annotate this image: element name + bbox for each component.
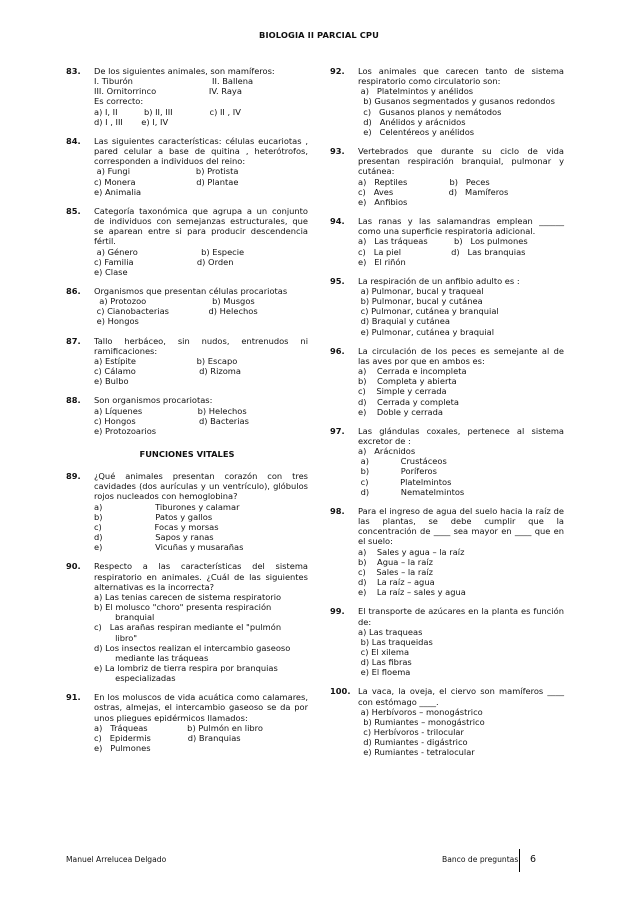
question-stem: Organismos que presentan células procariotas	[94, 285, 288, 296]
question-number: 93.	[330, 146, 345, 157]
answer-option: e) Pulmonar, cutánea y braquial	[358, 326, 494, 337]
answer-option: c) Pulmonar, cutánea y branquial	[358, 306, 499, 317]
answer-option: a) Arácnidos	[358, 446, 416, 457]
answer-option: c) Gusanos planos y nemátodos	[358, 106, 502, 117]
answer-option: a) Las traqueas	[358, 626, 423, 637]
answer-option: e) Celentéreos y anélidos	[358, 126, 475, 137]
footer-author: Manuel Arrelucea Delgado	[66, 855, 167, 864]
question-85	[66, 206, 308, 277]
question-stem: Las siguientes características: células eucariotas , pared celular a base de quitina , heterótrofos, corresponden a individuos del reino:	[94, 135, 308, 167]
answer-option: libro"	[94, 632, 138, 643]
question-stem: La vaca, la oveja, el ciervo son mamíferos ____ con estómago ____.	[358, 686, 564, 707]
answer-option: e) El floema	[358, 667, 411, 678]
answer-option: b) Agua – la raíz	[358, 556, 433, 567]
question-95	[330, 276, 564, 337]
question-number: 92.	[330, 66, 345, 76]
question-stem: Categoría taxonómica que agrupa a un conjunto de individuos con semejanzas estructurales, que se aparean entre si para producir descendencia fértil.	[94, 205, 308, 247]
answer-option: b) Gusanos segmentados y gusanos redondos	[358, 96, 555, 107]
answer-option: c) Platelmintos	[358, 476, 452, 487]
question-number: 90.	[66, 561, 81, 572]
answer-options	[358, 236, 564, 266]
question-84	[66, 136, 308, 197]
question-number: 89.	[66, 471, 81, 482]
answer-option: a) Reptiles b) Peces	[358, 176, 490, 187]
answer-option: d) Nematelmintos	[358, 486, 465, 497]
footer-divider	[519, 849, 520, 872]
answer-option: c) Las arañas respiran mediante el "pulmón	[94, 622, 282, 633]
answer-option: d) Las fibras	[358, 657, 412, 668]
question-number: 98.	[330, 505, 345, 516]
answer-options	[358, 707, 564, 758]
answer-option: e) Hongos	[94, 316, 139, 327]
answer-options	[94, 296, 308, 326]
answer-option: a) Crustáceos	[358, 456, 447, 467]
answer-option: a) Las tenias carecen de sistema respiratorio	[94, 591, 282, 602]
section-title: FUNCIONES VITALES	[139, 449, 235, 459]
question-94	[330, 216, 564, 267]
answer-options	[358, 86, 564, 137]
question-number: 87.	[66, 335, 81, 346]
question-number: 86.	[66, 285, 81, 296]
answer-option: a) Protozoo b) Musgos	[94, 296, 255, 307]
question-number: 97.	[330, 425, 345, 436]
answer-option: e) Bulbo	[94, 376, 129, 387]
question-88	[66, 395, 308, 436]
answer-option: especializadas	[94, 673, 176, 684]
answer-option: c) El xilema	[358, 646, 410, 657]
answer-options	[358, 177, 564, 207]
answer-options	[94, 356, 308, 386]
answer-option: III. Ornitorrinco IV. Raya	[94, 86, 242, 97]
answer-option: d) I , III e) I, IV	[94, 116, 169, 127]
answer-option: a) Tráqueas b) Pulmón en libro	[94, 722, 263, 733]
question-stem: La circulación de los peces es semejante al de las aves por que en ambos es:	[358, 345, 564, 366]
answer-option: c) Cálamo d) Rizoma	[94, 366, 241, 377]
answer-options	[358, 547, 564, 598]
answer-option: e) El riñón	[358, 256, 406, 267]
answer-option: b) Poríferos	[358, 466, 437, 477]
answer-options	[94, 166, 308, 196]
answer-option: c) La piel d) Las branquias	[358, 246, 526, 257]
answer-option: d) Rumiantes - digástrico	[358, 737, 468, 748]
answer-option: c) Monera d) Plantae	[94, 176, 239, 187]
answer-option: a) Sales y agua – la raíz	[358, 546, 465, 557]
answer-options	[94, 592, 308, 683]
question-86	[66, 286, 308, 327]
question-number: 85.	[66, 205, 81, 216]
answer-option: mediante las tráqueas	[94, 652, 209, 663]
question-stem: Tallo herbáceo, sin nudos, entrenudos ni ramificaciones:	[94, 335, 308, 356]
right-column	[330, 66, 564, 758]
question-100	[330, 686, 564, 757]
answer-option: e) Pulmones	[94, 743, 151, 754]
answer-option: b) Patos y gallos	[94, 511, 213, 522]
question-stem: De los siguientes animales, son mamíferos:	[94, 66, 275, 76]
answer-option: e) Doble y cerrada	[358, 406, 443, 417]
page-header: BIOLOGIA II PARCIAL CPU	[259, 30, 379, 40]
question-stem: Las glándulas coxales, pertenece al sistema excretor de :	[358, 425, 564, 446]
answer-option: c) Herbívoros - trilocular	[358, 727, 464, 738]
answer-option: e) Clase	[94, 266, 128, 277]
answer-option: a) Herbívoros – monogástrico	[358, 706, 483, 717]
footer-title: Banco de preguntas	[442, 855, 519, 864]
question-87	[66, 336, 308, 387]
answer-options	[358, 627, 564, 678]
answer-option: Es correcto:	[94, 96, 144, 107]
question-number: 96.	[330, 345, 345, 356]
answer-option: c) Simple y cerrada	[358, 386, 447, 397]
answer-option: a) Platelmintos y anélidos	[358, 86, 474, 97]
question-stem: El transporte de azúcares en la planta es función de:	[358, 606, 564, 627]
answer-option: d) Anélidos y arácnidos	[358, 116, 466, 127]
question-number: 99.	[330, 606, 345, 617]
answer-options	[94, 76, 308, 127]
answer-options	[94, 502, 308, 553]
question-number: 91.	[66, 692, 81, 703]
answer-option: a) Estípite b) Escapo	[94, 355, 238, 366]
answer-option: c) Familia d) Orden	[94, 256, 234, 267]
answer-option: d) Los insectos realizan el intercambio gaseoso	[94, 642, 291, 653]
answer-option: a) Género b) Especie	[94, 246, 245, 257]
question-83	[66, 66, 308, 127]
answer-option: a) Cerrada e incompleta	[358, 366, 467, 377]
page-number: 6	[530, 854, 537, 865]
question-98	[330, 506, 564, 597]
question-stem: ¿Qué animales presentan corazón con tres cavidades (dos aurículas y un ventrículo), glóbulos rojos nucleados con hemoglobina?	[94, 471, 308, 502]
question-stem: Vertebrados que durante su ciclo de vida presentan respiración branquial, pulmonar y cutánea:	[358, 146, 564, 177]
answer-option: e) Protozoarios	[94, 425, 157, 436]
answer-option: a) Las tráqueas b) Los pulmones	[358, 236, 528, 247]
answer-option: c) Focas y morsas	[94, 521, 219, 532]
answer-options	[358, 366, 564, 417]
left-column	[66, 66, 308, 753]
question-90	[66, 561, 308, 683]
answer-options	[94, 247, 308, 277]
answer-options	[94, 723, 308, 753]
answer-option: b) Rumiantes – monogástrico	[358, 716, 485, 727]
answer-option: a) Tiburones y calamar	[94, 501, 240, 512]
answer-option: branquial	[94, 612, 155, 623]
answer-option: a) Pulmonar, bucal y traqueal	[358, 285, 484, 296]
answer-option: d) La raíz – agua	[358, 577, 435, 588]
answer-option: e) Rumiantes - tetralocular	[358, 747, 475, 758]
question-stem: Los animales que carecen tanto de sistema respiratorio como circulatorio son:	[358, 66, 564, 87]
answer-option: a) I, II b) II, III c) II , IV	[94, 106, 241, 117]
question-number: 83.	[66, 66, 81, 76]
answer-option: I. Tiburón II. Ballena	[94, 76, 254, 87]
answer-option: e) La raíz – sales y agua	[358, 587, 466, 598]
question-number: 95.	[330, 275, 345, 286]
answer-option: d) Sapos y ranas	[94, 532, 214, 543]
question-91	[66, 692, 308, 753]
question-stem: La respiración de un anfibio adulto es :	[358, 275, 520, 286]
answer-option: b) Completa y abierta	[358, 376, 457, 387]
question-stem: Respecto a las características del sistema respiratorio en animales. ¿Cuál de las siguientes alternativas es la incorrecta?	[94, 561, 308, 592]
question-93	[330, 146, 564, 207]
question-number: 84.	[66, 135, 81, 146]
answer-option: d) Cerrada y completa	[358, 396, 459, 407]
answer-option: b) El molusco "choro" presenta respiración	[94, 602, 272, 613]
question-stem: Son organismos procariotas:	[94, 395, 213, 406]
answer-option: c) Aves d) Mamíferos	[358, 186, 509, 197]
question-stem: En los moluscos de vida acuática como calamares, ostras, almejas, el intercambio gaseoso se da por unos pliegues epidérmicos llamados:	[94, 692, 308, 723]
question-number: 88.	[66, 395, 81, 406]
answer-option: b) Las traqueidas	[358, 636, 433, 647]
question-89	[66, 471, 308, 552]
question-stem: Las ranas y las salamandras emplean ______ como una superficie respiratoria adicional.	[358, 216, 564, 237]
answer-option: c) Sales – la raíz	[358, 566, 434, 577]
answer-options	[358, 446, 564, 497]
answer-option: e) Vicuñas y musarañas	[94, 542, 244, 553]
answer-option: a) Líquenes b) Helechos	[94, 405, 247, 416]
answer-option: b) Pulmonar, bucal y cutánea	[358, 296, 483, 307]
answer-option: c) Cianobacterias d) Helechos	[94, 306, 258, 317]
answer-options	[358, 286, 564, 337]
question-92	[330, 66, 564, 137]
question-97	[330, 426, 564, 497]
question-number: 94.	[330, 216, 345, 227]
question-99	[330, 606, 564, 677]
answer-option: d) Braquial y cutánea	[358, 316, 450, 327]
answer-option: e) Animalia	[94, 186, 142, 197]
answer-options	[94, 406, 308, 436]
answer-option: a) Fungi b) Protista	[94, 166, 239, 177]
answer-option: c) Epidermis d) Branquias	[94, 732, 241, 743]
question-96	[330, 346, 564, 417]
question-stem: Para el ingreso de agua del suelo hacia la raíz de las plantas, se debe cumplir que la concentración de ____ sea mayor en ____ que en el suelo:	[358, 505, 564, 547]
answer-option: e) La lombriz de tierra respira por branquias	[94, 662, 278, 673]
question-number: 100.	[330, 686, 351, 697]
answer-option: c) Hongos d) Bacterias	[94, 415, 249, 426]
answer-option: e) Anfibios	[358, 196, 408, 207]
